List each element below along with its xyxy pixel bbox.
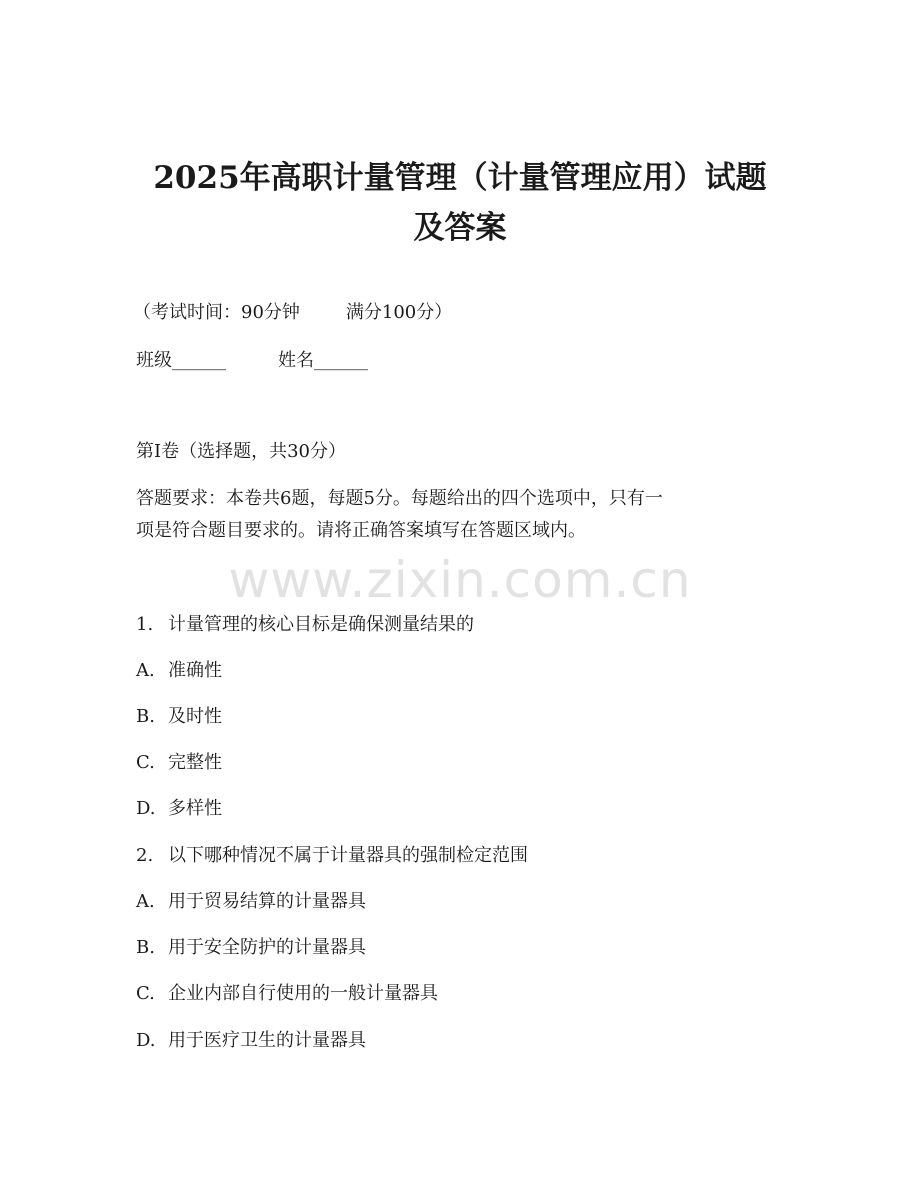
student-info [136,347,368,375]
instructions-line-2: 项是符合题目要求的。请将正确答案填写在答题区域内。 [136,520,586,541]
option-text: 完整性 [168,752,222,773]
exam-time-label: （考试时间：90分钟 [133,302,300,323]
document-title-line-1: 2025年高职计量管理（计量管理应用）试题 [153,160,767,196]
option-letter: A. [136,660,155,681]
option-letter: C. [136,752,155,773]
question-2 [136,842,528,870]
name-field-label: 姓名______ [278,350,368,371]
question-2-option-a [136,888,366,916]
section-heading: 第I卷（选择题，共30分） [136,441,347,462]
option-letter: D. [136,798,156,819]
option-text: 及时性 [168,706,222,727]
question-2-option-c [136,980,438,1008]
option-text: 企业内部自行使用的一般计量器具 [168,983,438,1004]
option-text: 准确性 [168,660,222,681]
question-number: 1. [136,614,154,635]
option-text: 多样性 [168,798,222,819]
instructions-line-1: 答题要求：本卷共6题，每题5分。每题给出的四个选项中，只有一 [136,488,663,509]
option-text: 用于贸易结算的计量器具 [168,891,366,912]
option-letter: A. [136,891,155,912]
option-letter: B. [136,706,155,727]
document-title-line-2: 及答案 [413,210,507,246]
question-2-option-d [136,1027,366,1055]
question-number: 2. [136,845,154,866]
question-1 [136,611,474,639]
option-letter: C. [136,983,155,1004]
option-text: 用于安全防护的计量器具 [168,937,366,958]
option-letter: D. [136,1030,156,1051]
option-text: 用于医疗卫生的计量器具 [168,1030,366,1051]
question-text: 计量管理的核心目标是确保测量结果的 [168,614,474,635]
question-1-option-c [136,749,222,777]
exam-score-label: 满分100分） [345,302,453,323]
class-field-label: 班级______ [136,350,226,371]
exam-info [133,299,452,327]
question-text: 以下哪种情况不属于计量器具的强制检定范围 [168,845,528,866]
question-1-option-d [136,795,222,823]
question-1-option-a [136,657,222,685]
question-2-option-b [136,934,366,962]
watermark: www.zixin.com.cn [228,551,692,609]
question-1-option-b [136,703,222,731]
option-letter: B. [136,937,155,958]
